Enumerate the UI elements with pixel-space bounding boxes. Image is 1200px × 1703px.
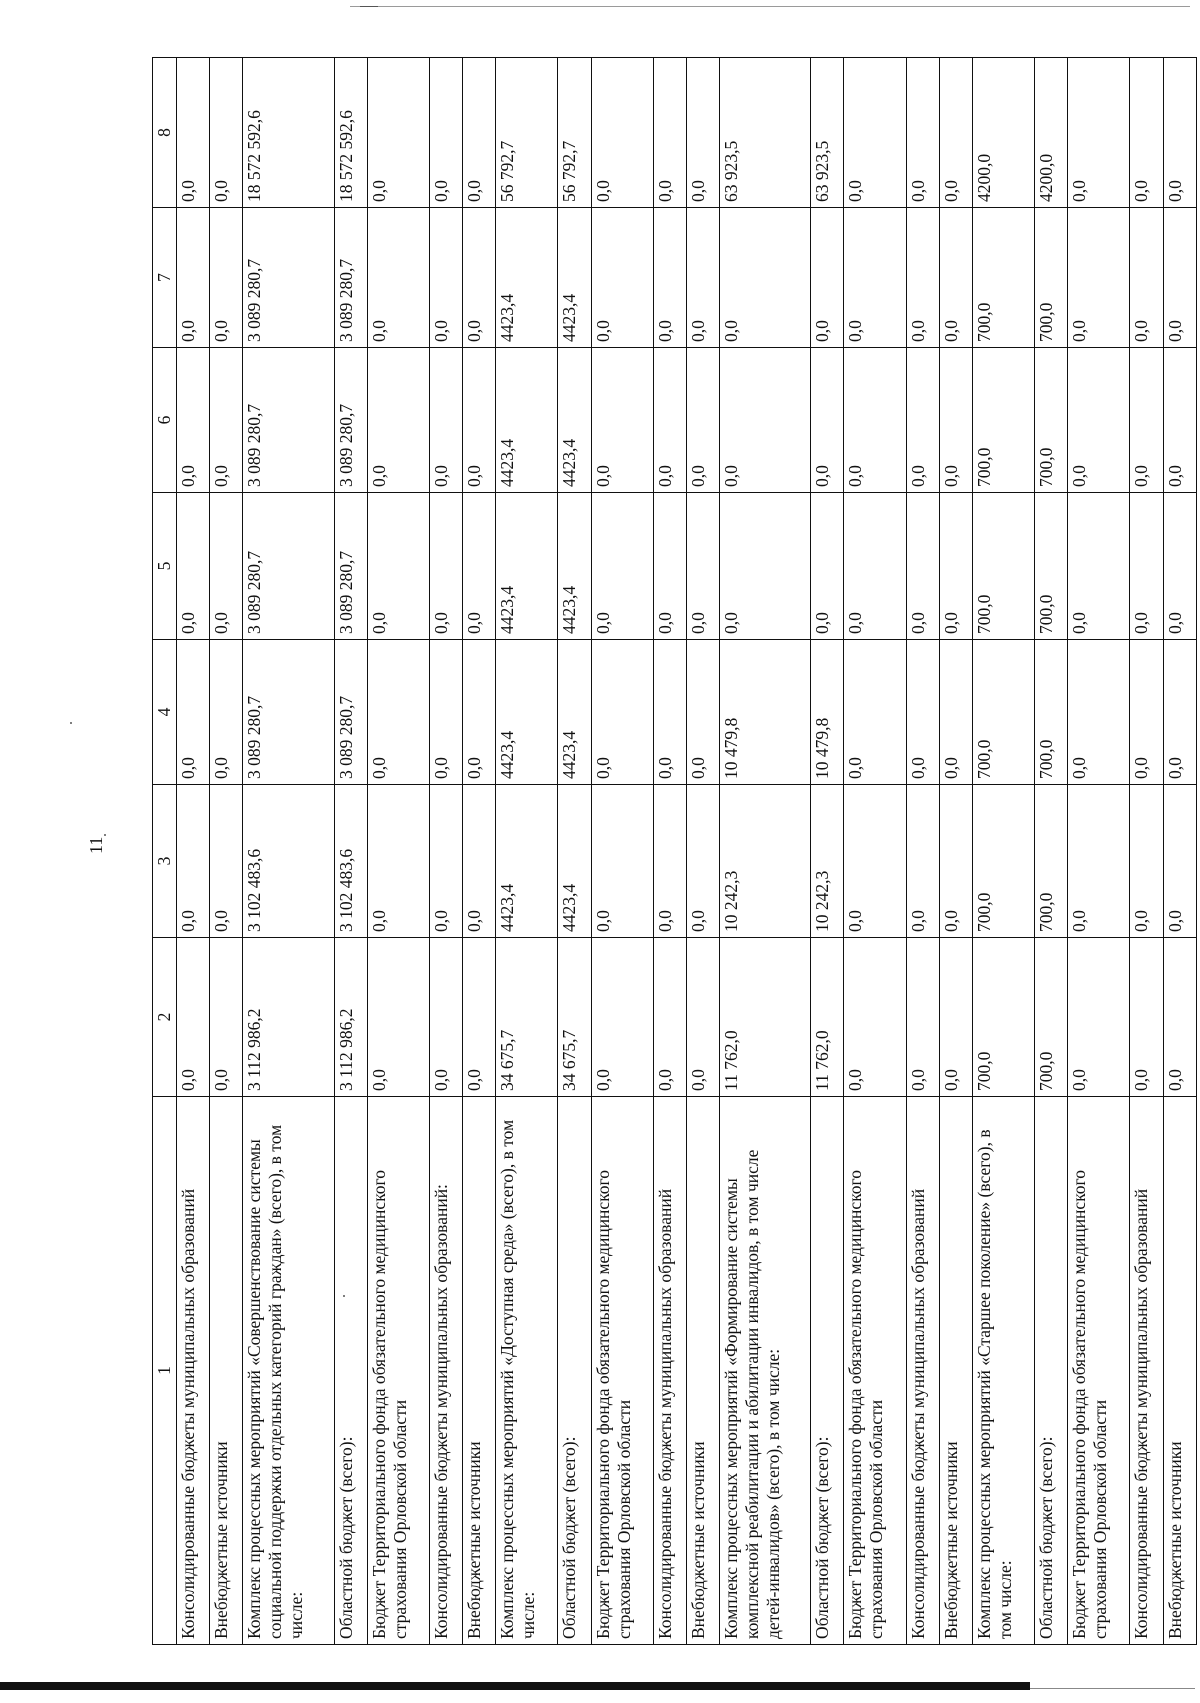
value-cell: 0,0: [1163, 938, 1196, 1097]
row-label: Комплекс процессных мероприятий «Доступная среда» (всего), в том числе:: [496, 1097, 558, 1645]
value-cell: 0,0: [653, 938, 686, 1097]
value-cell: 0,0: [210, 348, 243, 493]
value-cell: 18 572 592,6: [243, 58, 334, 208]
value-cell: 0,0: [463, 938, 496, 1097]
value-cell: 0,0: [720, 208, 811, 348]
value-cell: 0,0: [1163, 58, 1196, 208]
table-row: [972, 58, 1034, 1645]
scan-speck: [70, 722, 72, 724]
table-row: [177, 58, 210, 1645]
scan-edge-bottom: [0, 1682, 1030, 1690]
value-cell: 3 102 483,6: [243, 785, 334, 938]
value-cell: 4200,0: [972, 58, 1034, 208]
value-cell: 0,0: [811, 493, 844, 640]
row-label: Комплекс процессных мероприятий «Старшее поколение» (всего), в том числе:: [972, 1097, 1034, 1645]
value-cell: 0,0: [686, 938, 719, 1097]
row-label: Областной бюджет (всего):: [558, 1097, 591, 1645]
value-cell: 4423,4: [496, 785, 558, 938]
table-row: [367, 58, 429, 1645]
column-header: 8: [153, 58, 177, 208]
value-cell: 3 089 280,7: [334, 493, 367, 640]
value-cell: 0,0: [1163, 348, 1196, 493]
value-cell: 63 923,5: [720, 58, 811, 208]
scan-mark-top: [360, 6, 378, 7]
row-label: Консолидированные бюджеты муниципальных образований: [653, 1097, 686, 1645]
value-cell: 0,0: [367, 938, 429, 1097]
value-cell: 0,0: [844, 58, 906, 208]
value-cell: 0,0: [463, 348, 496, 493]
row-label: Внебюджетные источники: [686, 1097, 719, 1645]
table-row: [210, 58, 243, 1645]
value-cell: 0,0: [939, 640, 972, 785]
value-cell: 4423,4: [558, 493, 591, 640]
value-cell: 0,0: [653, 640, 686, 785]
budget-table-rotated: [152, 58, 1197, 1645]
value-cell: 0,0: [429, 348, 462, 493]
value-cell: 3 089 280,7: [243, 208, 334, 348]
value-cell: 0,0: [210, 208, 243, 348]
scan-edge-top: [350, 6, 1190, 7]
page-number: 11: [86, 836, 106, 854]
row-label: Консолидированные бюджеты муниципальных образований:: [429, 1097, 462, 1645]
value-cell: 0,0: [367, 785, 429, 938]
value-cell: 700,0: [972, 493, 1034, 640]
column-header: 3: [153, 785, 177, 938]
value-cell: 0,0: [367, 58, 429, 208]
value-cell: 3 089 280,7: [243, 640, 334, 785]
table-row: [591, 58, 653, 1645]
value-cell: 0,0: [1163, 208, 1196, 348]
table-row: [334, 58, 367, 1645]
value-cell: 0,0: [1130, 640, 1163, 785]
table-body: [177, 58, 1197, 1645]
value-cell: 0,0: [653, 58, 686, 208]
value-cell: 0,0: [177, 348, 210, 493]
value-cell: 0,0: [939, 348, 972, 493]
table-row: [1068, 58, 1130, 1645]
value-cell: 0,0: [653, 785, 686, 938]
value-cell: 4423,4: [496, 208, 558, 348]
value-cell: 0,0: [906, 208, 939, 348]
table-row: [558, 58, 591, 1645]
value-cell: 0,0: [367, 208, 429, 348]
value-cell: 10 479,8: [720, 640, 811, 785]
value-cell: 0,0: [653, 348, 686, 493]
value-cell: 0,0: [463, 208, 496, 348]
row-label: Бюджет Территориального фонда обязательного медицинского страхования Орловской области: [367, 1097, 429, 1645]
row-label: Консолидированные бюджеты муниципальных образований: [177, 1097, 210, 1645]
value-cell: 700,0: [1035, 493, 1068, 640]
value-cell: 0,0: [1130, 208, 1163, 348]
value-cell: 0,0: [429, 640, 462, 785]
value-cell: 0,0: [1068, 785, 1130, 938]
value-cell: 0,0: [210, 938, 243, 1097]
value-cell: 3 089 280,7: [334, 208, 367, 348]
value-cell: 0,0: [1163, 785, 1196, 938]
value-cell: 0,0: [591, 938, 653, 1097]
value-cell: 0,0: [177, 208, 210, 348]
value-cell: 0,0: [591, 58, 653, 208]
value-cell: 4423,4: [558, 640, 591, 785]
table-row: [720, 58, 811, 1645]
column-header: 1: [153, 1097, 177, 1645]
value-cell: 0,0: [429, 208, 462, 348]
value-cell: 0,0: [367, 348, 429, 493]
value-cell: 0,0: [591, 348, 653, 493]
table-row: [686, 58, 719, 1645]
value-cell: 700,0: [972, 640, 1034, 785]
value-cell: 10 479,8: [811, 640, 844, 785]
value-cell: 4423,4: [558, 785, 591, 938]
row-label: Консолидированные бюджеты муниципальных образований: [906, 1097, 939, 1645]
table-row: [243, 58, 334, 1645]
value-cell: 3 089 280,7: [243, 348, 334, 493]
value-cell: 0,0: [906, 785, 939, 938]
value-cell: 0,0: [1068, 208, 1130, 348]
value-cell: 4423,4: [496, 640, 558, 785]
value-cell: 0,0: [591, 785, 653, 938]
value-cell: 0,0: [1068, 640, 1130, 785]
value-cell: 0,0: [686, 640, 719, 785]
value-cell: 0,0: [906, 493, 939, 640]
column-header: 2: [153, 938, 177, 1097]
value-cell: 0,0: [686, 785, 719, 938]
value-cell: 0,0: [1068, 58, 1130, 208]
table-row: [811, 58, 844, 1645]
value-cell: 0,0: [1163, 493, 1196, 640]
value-cell: 0,0: [906, 348, 939, 493]
table-row: [463, 58, 496, 1645]
value-cell: 0,0: [210, 785, 243, 938]
value-cell: 0,0: [429, 785, 462, 938]
value-cell: 700,0: [972, 348, 1034, 493]
value-cell: 0,0: [1130, 493, 1163, 640]
value-cell: 700,0: [1035, 938, 1068, 1097]
value-cell: 0,0: [653, 208, 686, 348]
table-row: [939, 58, 972, 1645]
row-label: Бюджет Территориального фонда обязательного медицинского страхования Орловской области: [844, 1097, 906, 1645]
value-cell: 11 762,0: [811, 938, 844, 1097]
value-cell: 0,0: [906, 938, 939, 1097]
value-cell: 0,0: [686, 348, 719, 493]
table-row: [1035, 58, 1068, 1645]
table-row: [1130, 58, 1163, 1645]
column-header: 4: [153, 640, 177, 785]
row-label: Областной бюджет (всего):: [334, 1097, 367, 1645]
value-cell: 10 242,3: [720, 785, 811, 938]
table-row: [653, 58, 686, 1645]
value-cell: 0,0: [653, 493, 686, 640]
row-label: Внебюджетные источники: [210, 1097, 243, 1645]
value-cell: 0,0: [177, 58, 210, 208]
value-cell: 3 112 986,2: [334, 938, 367, 1097]
value-cell: 11 762,0: [720, 938, 811, 1097]
row-label: Внебюджетные источники: [463, 1097, 496, 1645]
value-cell: 0,0: [177, 493, 210, 640]
budget-table: [152, 57, 1197, 1645]
value-cell: 0,0: [939, 208, 972, 348]
row-label: Внебюджетные источники: [1163, 1097, 1196, 1645]
table-row: [429, 58, 462, 1645]
value-cell: 0,0: [1068, 938, 1130, 1097]
value-cell: 56 792,7: [558, 58, 591, 208]
value-cell: 0,0: [463, 785, 496, 938]
column-header: 6: [153, 348, 177, 493]
value-cell: 700,0: [972, 208, 1034, 348]
value-cell: 3 112 986,2: [243, 938, 334, 1097]
value-cell: 0,0: [1163, 640, 1196, 785]
value-cell: 0,0: [939, 785, 972, 938]
value-cell: 0,0: [939, 493, 972, 640]
value-cell: 4423,4: [558, 348, 591, 493]
value-cell: 3 089 280,7: [334, 348, 367, 493]
value-cell: 0,0: [429, 938, 462, 1097]
value-cell: 3 089 280,7: [334, 640, 367, 785]
value-cell: 700,0: [972, 785, 1034, 938]
value-cell: 0,0: [1068, 493, 1130, 640]
value-cell: 0,0: [463, 58, 496, 208]
value-cell: 0,0: [591, 493, 653, 640]
row-label: Бюджет Территориального фонда обязательного медицинского страхования Орловской области: [591, 1097, 653, 1645]
value-cell: 0,0: [429, 493, 462, 640]
value-cell: 700,0: [1035, 208, 1068, 348]
value-cell: 0,0: [177, 640, 210, 785]
value-cell: 34 675,7: [558, 938, 591, 1097]
value-cell: 0,0: [367, 640, 429, 785]
value-cell: 0,0: [1130, 785, 1163, 938]
row-label: Областной бюджет (всего):: [811, 1097, 844, 1645]
value-cell: 18 572 592,6: [334, 58, 367, 208]
value-cell: 0,0: [686, 58, 719, 208]
table-row: [1163, 58, 1196, 1645]
table-row: [496, 58, 558, 1645]
value-cell: 700,0: [1035, 348, 1068, 493]
column-header: 5: [153, 493, 177, 640]
row-label: Бюджет Территориального фонда обязательного медицинского страхования Орловской области: [1068, 1097, 1130, 1645]
row-label: Комплекс процессных мероприятий «Формирование системы комплексной реабилитации и абилитации инвалидов, в том числе детей-инвалидов» (всего), в том числе:: [720, 1097, 811, 1645]
value-cell: 700,0: [1035, 640, 1068, 785]
value-cell: 0,0: [686, 493, 719, 640]
table-row: [906, 58, 939, 1645]
value-cell: 0,0: [906, 58, 939, 208]
value-cell: 0,0: [811, 348, 844, 493]
value-cell: 0,0: [720, 493, 811, 640]
row-label: Внебюджетные источники: [939, 1097, 972, 1645]
value-cell: 0,0: [210, 58, 243, 208]
value-cell: 0,0: [939, 938, 972, 1097]
value-cell: 3 102 483,6: [334, 785, 367, 938]
column-header: 7: [153, 208, 177, 348]
row-label: Областной бюджет (всего):: [1035, 1097, 1068, 1645]
value-cell: 0,0: [1130, 938, 1163, 1097]
value-cell: 4423,4: [496, 493, 558, 640]
value-cell: 700,0: [1035, 785, 1068, 938]
value-cell: 0,0: [811, 208, 844, 348]
value-cell: 0,0: [844, 938, 906, 1097]
value-cell: 0,0: [720, 348, 811, 493]
value-cell: 0,0: [844, 348, 906, 493]
scan-edge-bottom-line: [1030, 1688, 1195, 1689]
value-cell: 10 242,3: [811, 785, 844, 938]
value-cell: 34 675,7: [496, 938, 558, 1097]
value-cell: 0,0: [177, 938, 210, 1097]
row-label: Комплекс процессных мероприятий «Совершенствование системы социальной поддержки отдельных категорий граждан» (всего), в том числе:: [243, 1097, 334, 1645]
value-cell: 56 792,7: [496, 58, 558, 208]
value-cell: 0,0: [844, 493, 906, 640]
row-label: Консолидированные бюджеты муниципальных образований: [1130, 1097, 1163, 1645]
value-cell: 0,0: [1130, 58, 1163, 208]
value-cell: 0,0: [463, 640, 496, 785]
value-cell: 700,0: [972, 938, 1034, 1097]
value-cell: 0,0: [429, 58, 462, 208]
value-cell: 0,0: [906, 640, 939, 785]
value-cell: 3 089 280,7: [243, 493, 334, 640]
table-row: [844, 58, 906, 1645]
table-header-row: [153, 58, 177, 1645]
value-cell: 4200,0: [1035, 58, 1068, 208]
value-cell: 0,0: [177, 785, 210, 938]
value-cell: 0,0: [1130, 348, 1163, 493]
value-cell: 0,0: [939, 58, 972, 208]
value-cell: 0,0: [367, 493, 429, 640]
value-cell: 0,0: [1068, 348, 1130, 493]
value-cell: 0,0: [210, 493, 243, 640]
value-cell: 0,0: [463, 493, 496, 640]
value-cell: 4423,4: [496, 348, 558, 493]
value-cell: 0,0: [210, 640, 243, 785]
value-cell: 0,0: [844, 785, 906, 938]
value-cell: 63 923,5: [811, 58, 844, 208]
value-cell: 0,0: [591, 640, 653, 785]
value-cell: 0,0: [844, 208, 906, 348]
value-cell: 0,0: [591, 208, 653, 348]
value-cell: 0,0: [844, 640, 906, 785]
value-cell: 0,0: [686, 208, 719, 348]
value-cell: 4423,4: [558, 208, 591, 348]
